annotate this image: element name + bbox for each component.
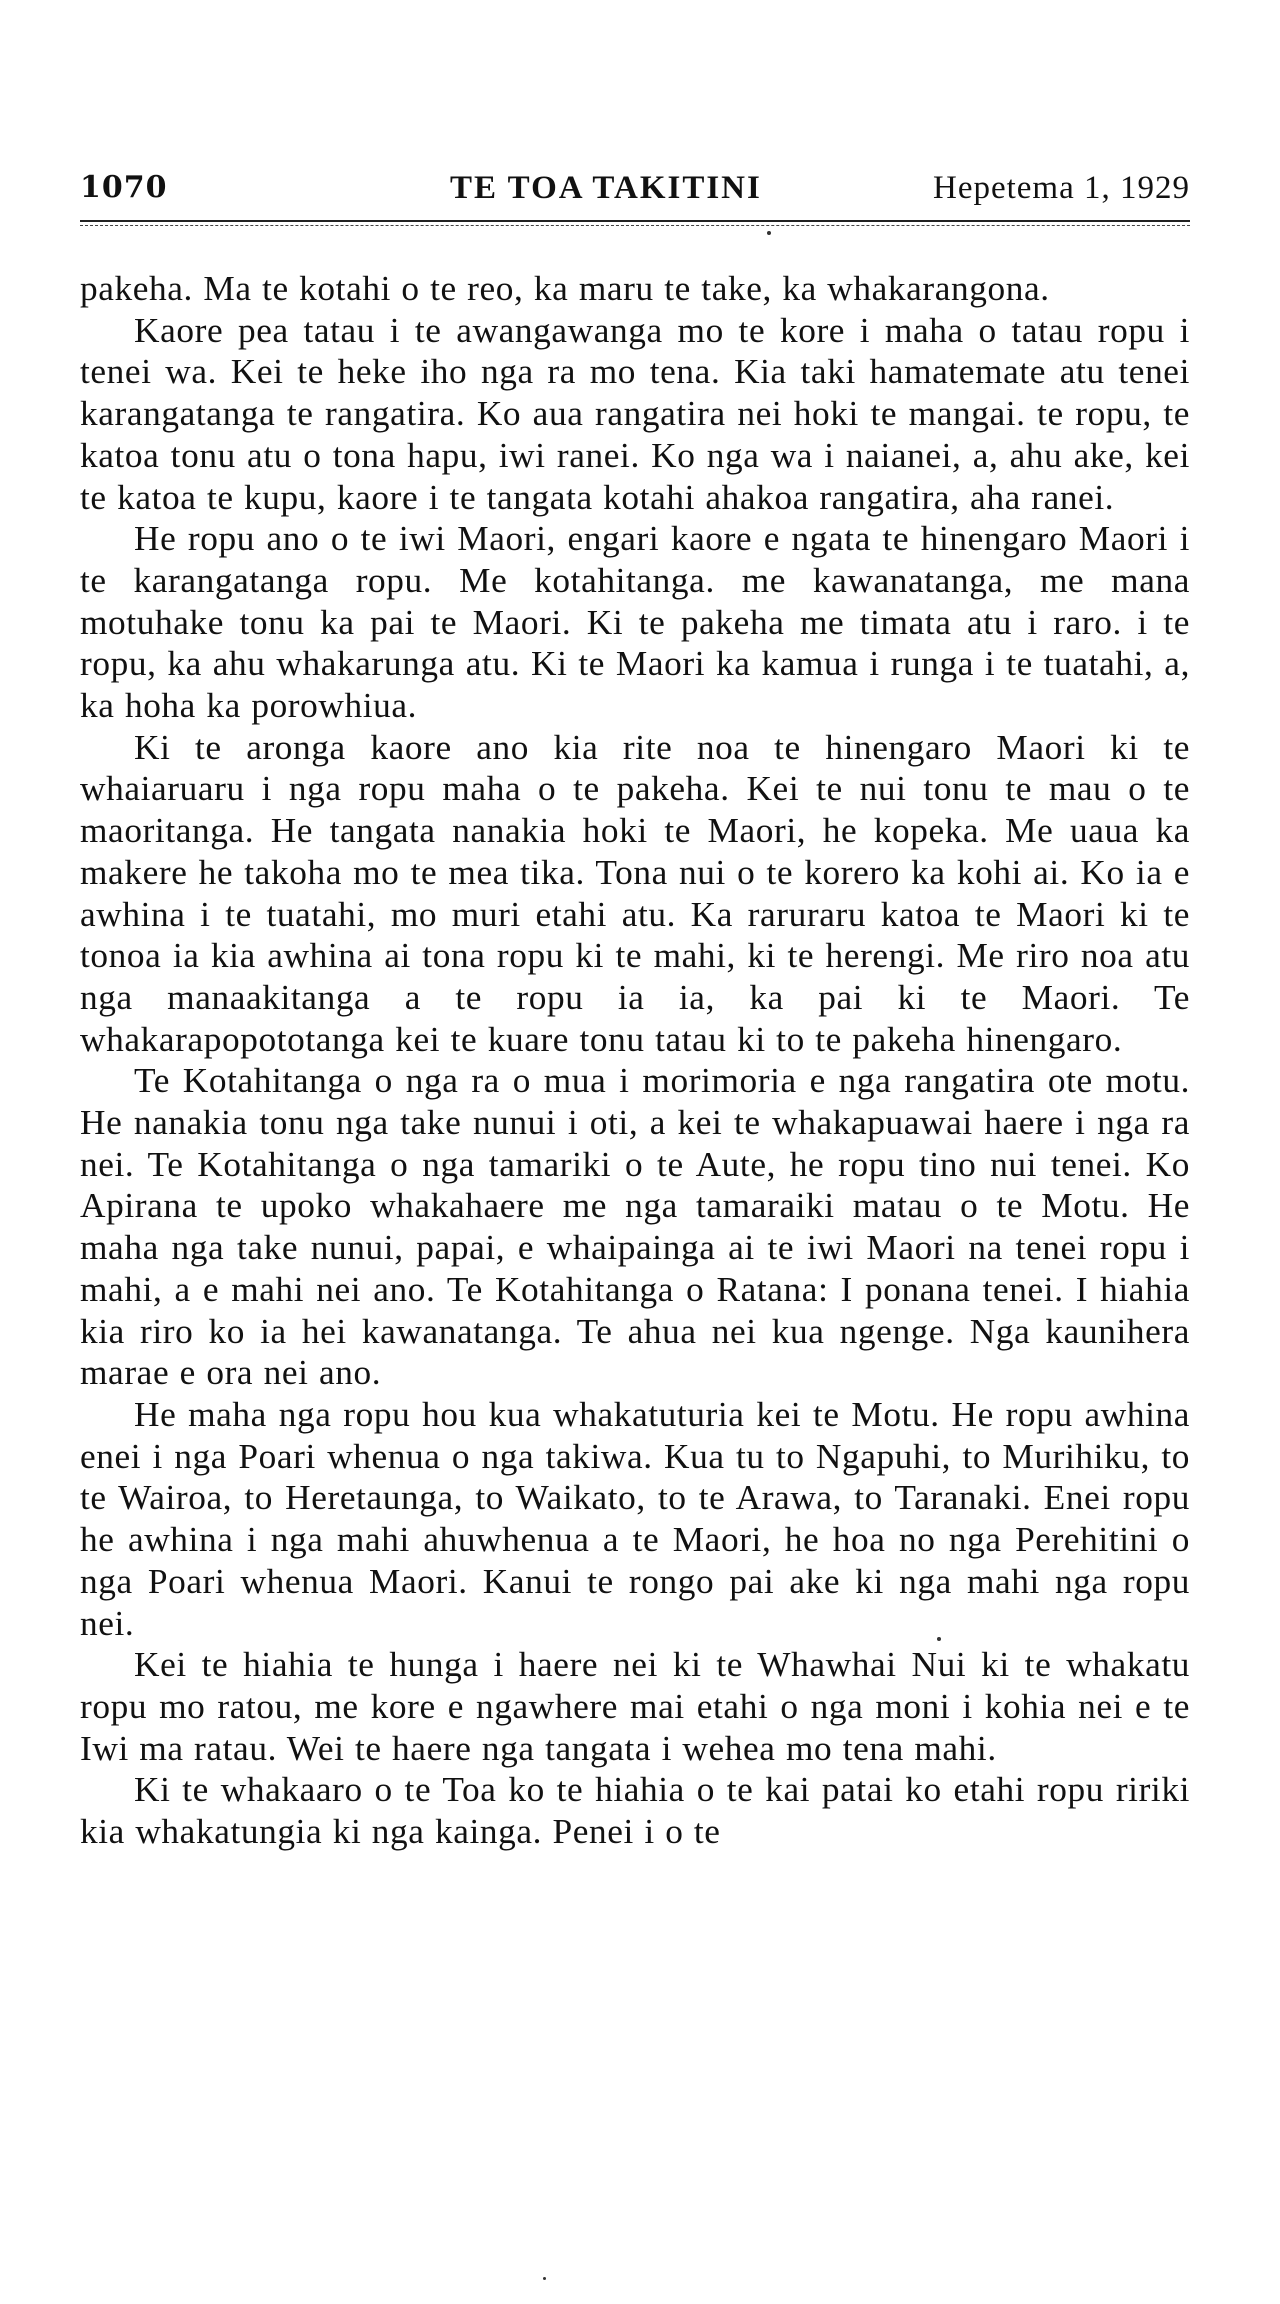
issue-date: Hepetema 1, 1929 [932, 170, 1190, 206]
paragraph-5: Te Kotahitanga o nga ra o mua i morimoria e nga rangatira ote motu. He nanakia tonu nga take nunui i oti, a kei te whakapuawai haere i nga ra nei. Te Kotahitanga o nga tamariki o te Aute, he ropu tino nui tenei. Ko Apirana te upoko whakahaere me nga tamaraiki matau o te Motu. He maha nga take nunui, papai, e whaipainga ai te iwi Maori na tenei ropu i mahi, a e mahi nei ano. Te Kotahitanga o Ratana: I ponana tenei. I hiahia kia riro ko ia hei kawanatanga. Te ahua nei kua ngenge. Nga kaunihera marae e ora nei ano. [80, 1061, 1190, 1393]
paragraph-1: pakeha. Ma te kotahi o te reo, ka maru te take, ka whakarangona. [80, 269, 1050, 308]
header-rule [80, 220, 1190, 222]
journal-title: TE TOA TAKITINI [450, 170, 762, 206]
header-rule-secondary [80, 225, 1190, 226]
page-header [80, 170, 1190, 220]
paragraph-3: He ropu ano o te iwi Maori, engari kaore e ngata te hinengaro Maori i te karangatanga ropu. Me kotahitanga. me kawanatanga, me mana motuhake tonu ka pai te Maori. Ki te pakeha me timata atu i raro. i te ropu, ka ahu whakarunga atu. Ki te Maori ka kamua i runga i te tuatahi, a, ka hoha ka porowhiua. [80, 519, 1190, 726]
paragraph-7: Kei te hiahia te hunga i haere nei ki te Whawhai Nui ki te whakatu ropu mo ratou, me kore e ngawhere mai etahi o nga moni i kohia nei e te Iwi ma ratau. Wei te haere nga tangata i wehea mo tena mahi. [80, 1645, 1190, 1768]
paragraph-2: Kaore pea tatau i te awangawanga mo te kore i maha o tatau ropu i tenei wa. Kei te heke iho nga ra mo tena. Kia taki hamatemate atu tenei karangatanga te rangatira. Ko aua rangatira nei hoki te mangai. te ropu, te katoa tonu atu o tona hapu, iwi ranei. Ko nga wa i naianei, a, ahu ake, kei te katoa te kupu, kaore i te tangata kotahi ahakoa rangatira, aha ranei. [80, 310, 1190, 517]
paragraph-6: He maha nga ropu hou kua whakatuturia kei te Motu. He ropu awhina enei i nga Poari whenua o nga takiwa. Kua tu to Ngapuhi, to Murihiku, to te Wairoa, to Heretaunga, to Waikato, to te Arawa, to Taranaki. Enei ropu he awhina i nga mahi ahuwhenua a te Maori, he hoa no nga Perehitini o nga Poari whenua Maori. Kanui te rongo pai ake ki nga mahi nga ropu nei. [80, 1394, 1190, 1643]
article-body [80, 268, 1190, 1853]
print-speck [543, 2277, 546, 2280]
print-speck [937, 1637, 941, 1641]
page-number: 1070 [80, 170, 168, 205]
paragraph-8: Ki te whakaaro o te Toa ko te hiahia o te kai patai ko etahi ropu ririki kia whakatungia ki nga kainga. Penei i o te [80, 1770, 1190, 1852]
print-speck [767, 231, 771, 235]
paragraph-4: Ki te aronga kaore ano kia rite noa te hinengaro Maori ki te whaiaruaru i nga ropu maha o te pakeha. Kei te nui tonu te mau o te maoritanga. He tangata nanakia hoki te Maori, he kopeka. Me uaua ka makere he takoha mo te mea tika. Tona nui o te korero ka kohi ai. Ko ia e awhina i te tuatahi, mo muri etahi atu. Ka raruraru katoa te Maori ki te tonoa ia kia awhina ai tona ropu ki te mahi, ki te herengi. Me riro noa atu nga manaakitanga a te ropu ia ia, ka pai ki te Maori. Te whakarapopototanga kei te kuare tonu tatau ki to te pakeha hinengaro. [80, 727, 1190, 1059]
